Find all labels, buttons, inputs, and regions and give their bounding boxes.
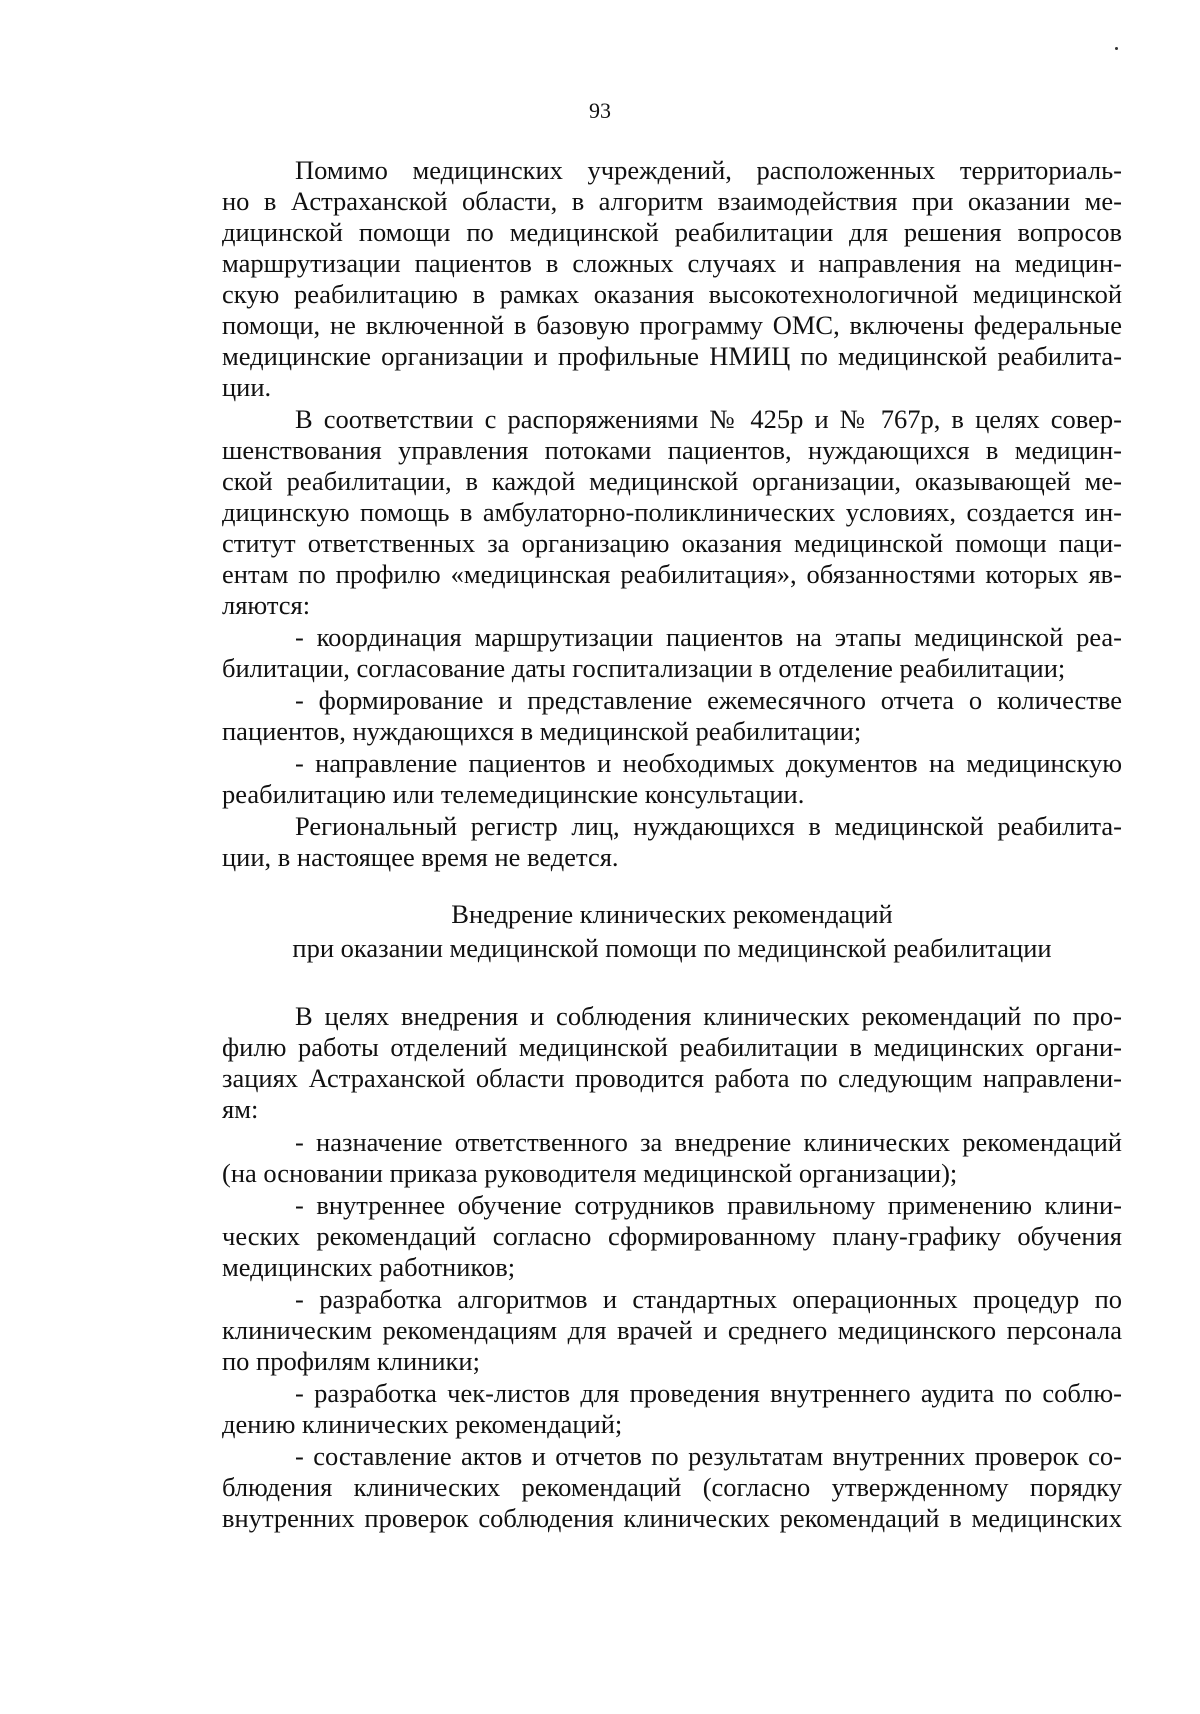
text-line: - разработка алгоритмов и стандартных операционных процедур по	[295, 1284, 1122, 1314]
text-line: медицинские организации и профильные НМИЦ по медицинской реабилита-	[222, 341, 1122, 371]
text-line: - координация маршрутизации пациентов на этапы медицинской реа-	[295, 622, 1122, 652]
text-line: медицинских работников;	[222, 1252, 516, 1282]
text-line: ской реабилитации, в каждой медицинской организации, оказывающей ме-	[222, 466, 1122, 496]
text-line: помощи, не включенной в базовую программу ОМС, включены федеральные	[222, 310, 1122, 340]
text-line: филю работы отделений медицинской реабилитации в медицинских органи-	[222, 1032, 1122, 1062]
text-line: - формирование и представление ежемесячного отчета о количестве	[295, 685, 1122, 715]
text-line: ститут ответственных за организацию оказания медицинской помощи паци-	[222, 528, 1122, 558]
text-line: - составление актов и отчетов по результатам внутренних проверок со-	[295, 1441, 1122, 1471]
page-number: 93	[589, 98, 611, 123]
text-line: ентам по профилю «медицинская реабилитация», обязанностями которых яв-	[222, 559, 1122, 589]
text-line: клиническим рекомендациям для врачей и среднего медицинского персонала	[222, 1315, 1122, 1345]
text-line: - направление пациентов и необходимых документов на медицинскую	[295, 748, 1122, 778]
text-line: дицинскую помощь в амбулаторно-поликлинических условиях, создается ин-	[222, 497, 1122, 527]
text-line: по профилям клиники;	[222, 1346, 480, 1376]
section-heading-line-1: Внедрение клинических рекомендаций	[451, 899, 893, 929]
text-line: В целях внедрения и соблюдения клинических рекомендаций по про-	[295, 1001, 1122, 1031]
text-line: внутренних проверок соблюдения клинических рекомендаций в медицинских	[222, 1503, 1122, 1533]
text-line: Региональный регистр лиц, нуждающихся в медицинской реабилита-	[295, 811, 1122, 841]
text-line: (на основании приказа руководителя медицинской организации);	[222, 1158, 958, 1188]
text-line: ческих рекомендаций согласно сформированному плану-графику обучения	[222, 1221, 1122, 1251]
text-line: шенствования управления потоками пациентов, нуждающихся в медицин-	[222, 435, 1122, 465]
text-line: реабилитацию или телемедицинские консультации.	[222, 779, 805, 809]
text-line: дению клинических рекомендаций;	[222, 1409, 623, 1439]
text-line: - разработка чек-листов для проведения внутреннего аудита по соблю-	[295, 1378, 1122, 1408]
section-heading-line-2: при оказании медицинской помощи по медицинской реабилитации	[292, 933, 1052, 963]
text-line: ям:	[222, 1094, 259, 1124]
text-line: маршрутизации пациентов в сложных случаях и направления на медицин-	[222, 248, 1122, 278]
text-line: но в Астраханской области, в алгоритм взаимодействия при оказании ме-	[222, 186, 1122, 216]
text-line: ляются:	[222, 590, 311, 620]
text-line: - назначение ответственного за внедрение клинических рекомендаций	[295, 1127, 1122, 1157]
text-line: скую реабилитацию в рамках оказания высокотехнологичной медицинской	[222, 279, 1122, 309]
text-line: - внутреннее обучение сотрудников правильному применению клини-	[295, 1190, 1122, 1220]
text-line: дицинской помощи по медицинской реабилитации для решения вопросов	[222, 217, 1122, 247]
text-line: ции.	[222, 372, 272, 402]
text-line: пациентов, нуждающихся в медицинской реабилитации;	[222, 716, 862, 746]
text-line: зациях Астраханской области проводится работа по следующим направлени-	[222, 1063, 1122, 1093]
text-line: Помимо медицинских учреждений, расположенных территориаль-	[295, 155, 1122, 185]
text-line: ции, в настоящее время не ведется.	[222, 842, 619, 872]
text-line: билитации, согласование даты госпитализации в отделение реабилитации;	[222, 653, 1066, 683]
text-line: В соответствии с распоряжениями № 425р и № 767р, в целях совер-	[295, 404, 1122, 434]
text-line: блюдения клинических рекомендаций (согласно утвержденному порядку	[222, 1472, 1122, 1502]
scan-speck	[1115, 47, 1118, 50]
